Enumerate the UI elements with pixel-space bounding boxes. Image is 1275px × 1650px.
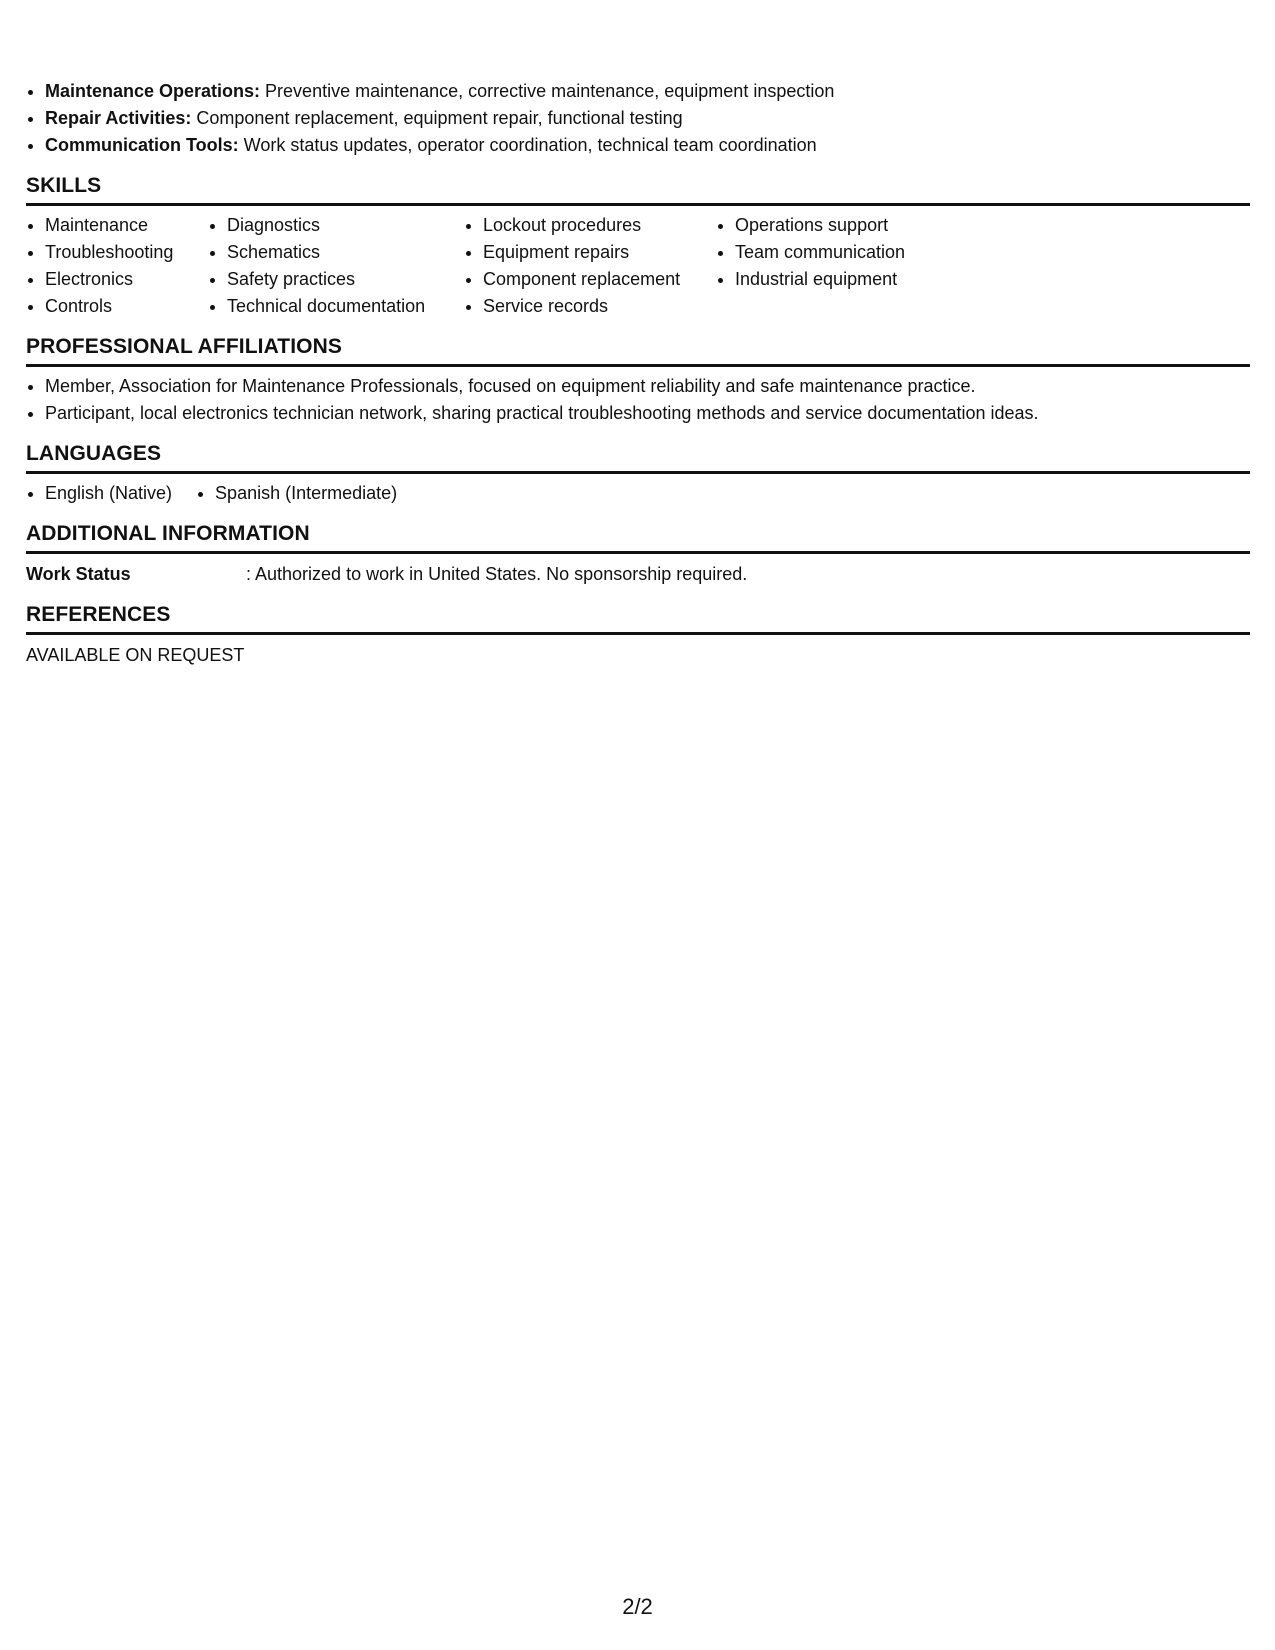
skill-item: Equipment repairs [464,239,694,266]
skill-item: Operations support [716,212,936,239]
section-title-affiliations: PROFESSIONAL AFFILIATIONS [26,334,1250,367]
skills-column [716,212,936,320]
skill-item: Controls [26,293,186,320]
affiliations-section [26,334,1250,427]
list-item [26,78,1250,105]
skill-item: Electronics [26,266,186,293]
highlights-list [26,78,1250,159]
skill-item: Component replacement [464,266,694,293]
skills-grid [26,206,1250,320]
section-title-skills: SKILLS [26,173,1250,206]
languages-section [26,441,1250,507]
highlight-text: Work status updates, operator coordination, technical team coordination [238,135,817,155]
list-item: Member, Association for Maintenance Professionals, focused on equipment reliability and safe maintenance practice. [26,373,1250,400]
skill-item: Industrial equipment [716,266,936,293]
highlight-lead: Repair Activities: [45,108,192,128]
skill-item: Diagnostics [208,212,442,239]
resume-page [26,78,1250,669]
info-row [26,554,1250,588]
references-text: AVAILABLE ON REQUEST [26,645,245,665]
section-title-additional: ADDITIONAL INFORMATION [26,521,1250,554]
section-title-references: REFERENCES [26,602,1250,635]
list-item [26,105,1250,132]
skill-item: Schematics [208,239,442,266]
language-item: English (Native) [26,480,172,507]
references-section [26,602,1250,669]
skill-item: Technical documentation [208,293,442,320]
skills-column [208,212,442,320]
additional-info-section [26,521,1250,588]
highlight-text: Component replacement, equipment repair, functional testing [191,108,683,128]
list-item [26,132,1250,159]
skills-column [26,212,186,320]
skill-item: Team communication [716,239,936,266]
language-item: Spanish (Intermediate) [196,480,397,507]
languages-list [26,474,1250,507]
list-item: Participant, local electronics technician network, sharing practical troubleshooting methods and service documentation ideas. [26,400,1250,427]
skills-section [26,173,1250,320]
page-number: 2/2 [622,1594,653,1619]
info-key: Work Status [26,564,131,584]
skill-item: Service records [464,293,694,320]
affiliations-list [26,367,1250,427]
info-value: : Authorized to work in United States. No sponsorship required. [246,564,748,584]
skill-item: Maintenance [26,212,186,239]
skill-item: Lockout procedures [464,212,694,239]
highlight-lead: Maintenance Operations: [45,81,261,101]
highlight-text: Preventive maintenance, corrective maintenance, equipment inspection [260,81,835,101]
highlight-lead: Communication Tools: [45,135,239,155]
skills-column [464,212,694,320]
section-title-languages: LANGUAGES [26,441,1250,474]
skill-item: Safety practices [208,266,442,293]
skill-item: Troubleshooting [26,239,186,266]
